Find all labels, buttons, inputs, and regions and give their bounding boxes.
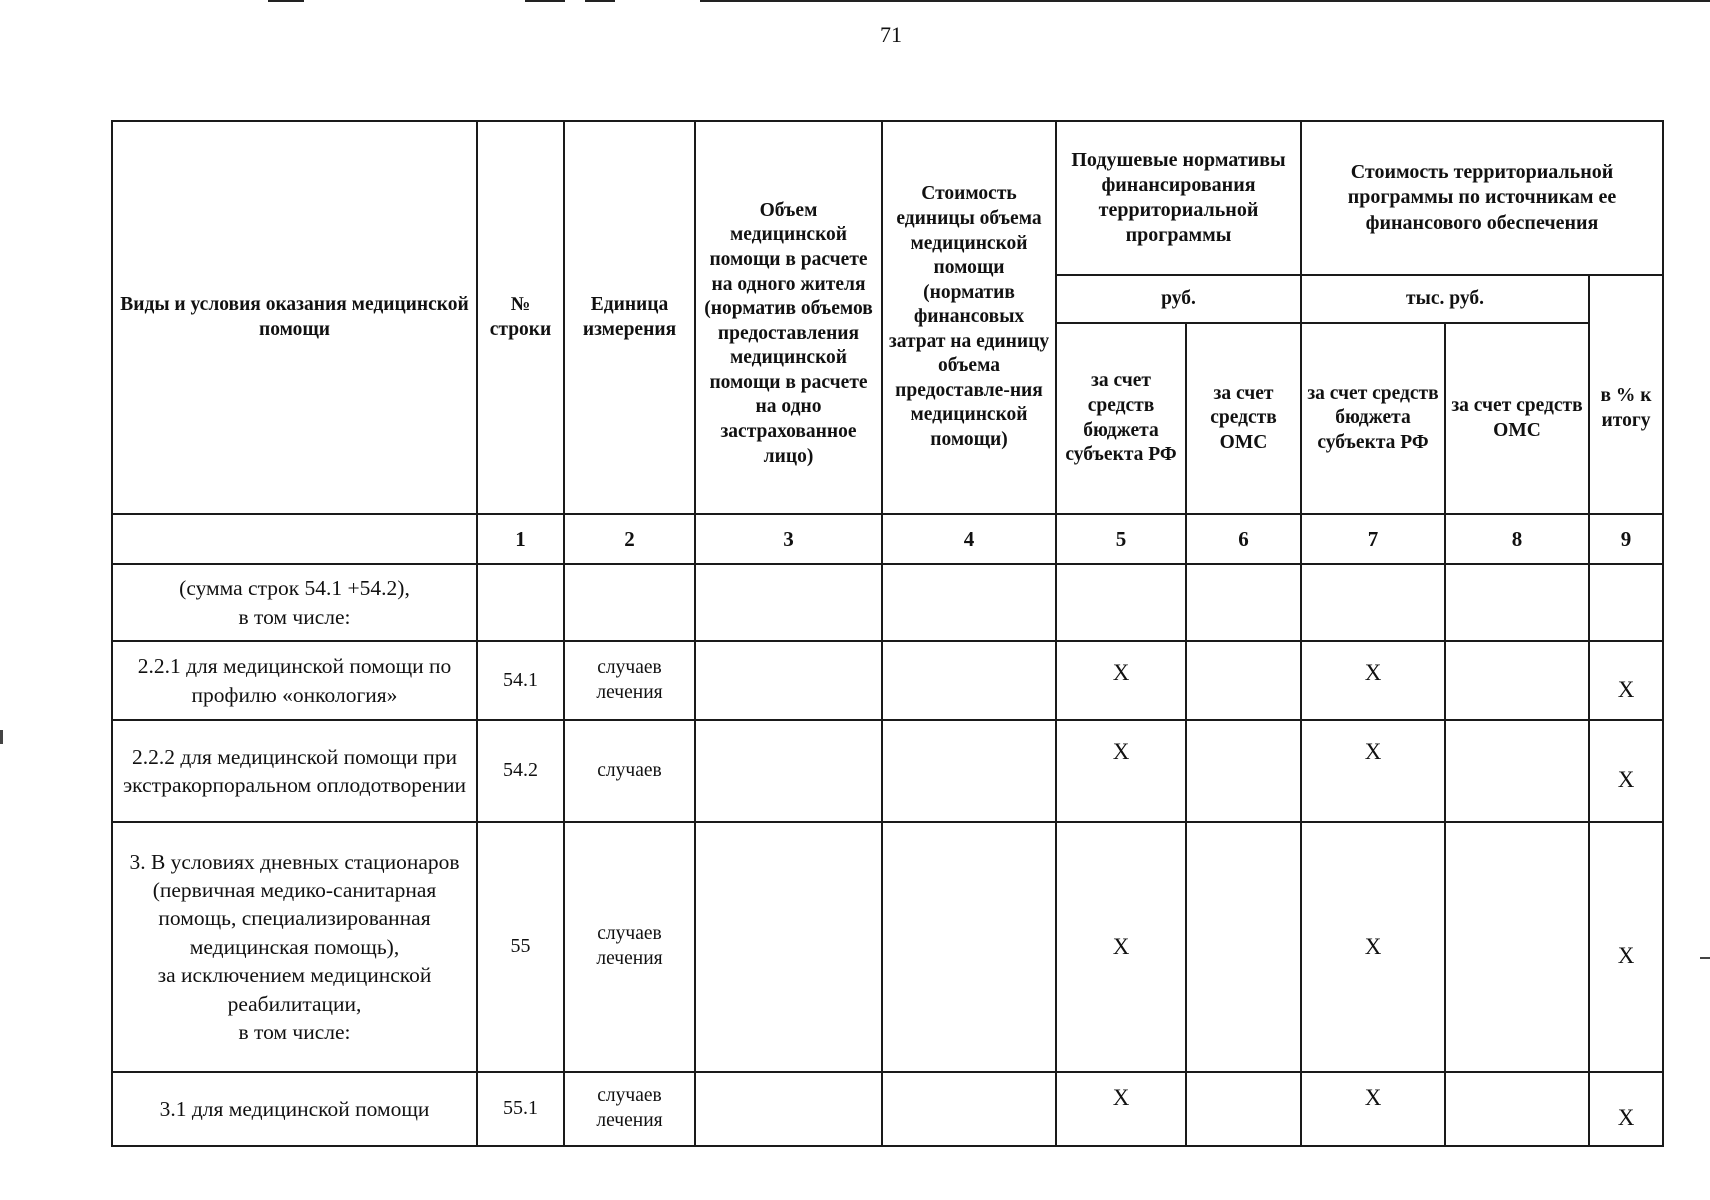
header-cost: Стоимость единицы объема медицинской помощи (норматив финансовых затрат на единицу объема предоставле-ния медицинской помощи) bbox=[882, 121, 1056, 514]
column-number: 6 bbox=[1186, 514, 1301, 564]
cell-budget-rf-2: X bbox=[1301, 720, 1445, 822]
program-cost-table bbox=[111, 120, 1664, 1147]
row-unit: случаев лечения bbox=[564, 1072, 695, 1146]
cell-oms-2 bbox=[1445, 641, 1589, 720]
cell-percent: X bbox=[1589, 720, 1663, 822]
cell-oms-2 bbox=[1445, 822, 1589, 1072]
header-unit: Единица измерения bbox=[564, 121, 695, 514]
cell-budget-rf-2: X bbox=[1301, 822, 1445, 1072]
cell-volume bbox=[695, 822, 882, 1072]
row-unit: случаев bbox=[564, 720, 695, 822]
cell-percent bbox=[1589, 564, 1663, 641]
row-code: 54.1 bbox=[477, 641, 564, 720]
header-kind: Виды и условия оказания медицинской помощи bbox=[112, 121, 477, 514]
table-row bbox=[112, 822, 1663, 1072]
cell-budget-rf: X bbox=[1056, 641, 1186, 720]
header-per-capita: Подушевые нормативы финансирования территориальной программы bbox=[1056, 121, 1301, 275]
cell-volume bbox=[695, 720, 882, 822]
row-code: 55 bbox=[477, 822, 564, 1072]
cell-cost bbox=[882, 822, 1056, 1072]
cell-oms-2 bbox=[1445, 1072, 1589, 1146]
column-number: 3 bbox=[695, 514, 882, 564]
row-code: 54.2 bbox=[477, 720, 564, 822]
top-rule bbox=[700, 0, 1710, 2]
cell-budget-rf-2 bbox=[1301, 564, 1445, 641]
cell-cost bbox=[882, 720, 1056, 822]
cell-volume bbox=[695, 641, 882, 720]
row-description: (сумма строк 54.1 +54.2), в том числе: bbox=[112, 564, 477, 641]
column-number: 5 bbox=[1056, 514, 1186, 564]
row-unit: случаев лечения bbox=[564, 822, 695, 1072]
header-oms-2: за счет средств ОМС bbox=[1445, 323, 1589, 514]
row-description: 2.2.1 для медицинской помощи по профилю «онкология» bbox=[112, 641, 477, 720]
cell-percent: X bbox=[1589, 1072, 1663, 1146]
header-thous-rub: тыс. руб. bbox=[1301, 275, 1589, 323]
table-row bbox=[112, 1072, 1663, 1146]
cell-cost bbox=[882, 1072, 1056, 1146]
top-rule bbox=[525, 0, 565, 2]
row-unit: случаев лечения bbox=[564, 641, 695, 720]
cell-oms bbox=[1186, 720, 1301, 822]
cell-oms bbox=[1186, 564, 1301, 641]
cell-oms-2 bbox=[1445, 564, 1589, 641]
column-number: 2 bbox=[564, 514, 695, 564]
cell-oms bbox=[1186, 641, 1301, 720]
cell-budget-rf bbox=[1056, 564, 1186, 641]
header-volume: Объем медицинской помощи в расчете на одного жителя (норматив объемов предоставления медицинской помощи в расчете на одно застрахованное лицо) bbox=[695, 121, 882, 514]
column-number: 4 bbox=[882, 514, 1056, 564]
column-number: 1 bbox=[477, 514, 564, 564]
table-row bbox=[112, 641, 1663, 720]
cell-budget-rf-2: X bbox=[1301, 641, 1445, 720]
cell-cost bbox=[882, 641, 1056, 720]
row-description: 2.2.2 для медицинской помощи при экстракорпоральном оплодотворении bbox=[112, 720, 477, 822]
column-number: 8 bbox=[1445, 514, 1589, 564]
table-row bbox=[112, 564, 1663, 641]
cell-budget-rf: X bbox=[1056, 822, 1186, 1072]
cell-budget-rf-2: X bbox=[1301, 1072, 1445, 1146]
edge-mark bbox=[1700, 957, 1710, 959]
top-rule bbox=[585, 0, 615, 2]
header-percent: в % к итогу bbox=[1589, 275, 1663, 514]
cell-budget-rf: X bbox=[1056, 720, 1186, 822]
cell-oms bbox=[1186, 822, 1301, 1072]
page-number: 71 bbox=[880, 22, 902, 47]
header-budget-rf: за счет средств бюджета субъекта РФ bbox=[1056, 323, 1186, 514]
cell-oms-2 bbox=[1445, 720, 1589, 822]
header-budget-rf-2: за счет средств бюджета субъекта РФ bbox=[1301, 323, 1445, 514]
column-number-blank bbox=[112, 514, 477, 564]
column-number: 9 bbox=[1589, 514, 1663, 564]
cell-cost bbox=[882, 564, 1056, 641]
header-rub: руб. bbox=[1056, 275, 1301, 323]
header-row-no: № строки bbox=[477, 121, 564, 514]
cell-percent: X bbox=[1589, 822, 1663, 1072]
header-program-cost: Стоимость территориальной программы по источникам ее финансового обеспечения bbox=[1301, 121, 1663, 275]
row-code bbox=[477, 564, 564, 641]
cell-oms bbox=[1186, 1072, 1301, 1146]
cell-budget-rf: X bbox=[1056, 1072, 1186, 1146]
row-description: 3. В условиях дневных стационаров (первичная медико-санитарная помощь, специализированная медицинская помощь), за исключением медицинской реабилитации, в том числе: bbox=[112, 822, 477, 1072]
cell-volume bbox=[695, 564, 882, 641]
row-unit bbox=[564, 564, 695, 641]
row-description: 3.1 для медицинской помощи bbox=[112, 1072, 477, 1146]
edge-mark bbox=[0, 730, 3, 744]
cell-volume bbox=[695, 1072, 882, 1146]
row-code: 55.1 bbox=[477, 1072, 564, 1146]
column-number: 7 bbox=[1301, 514, 1445, 564]
header-oms: за счет средств ОМС bbox=[1186, 323, 1301, 514]
table-row bbox=[112, 720, 1663, 822]
cell-percent: X bbox=[1589, 641, 1663, 720]
top-rule bbox=[268, 0, 304, 2]
